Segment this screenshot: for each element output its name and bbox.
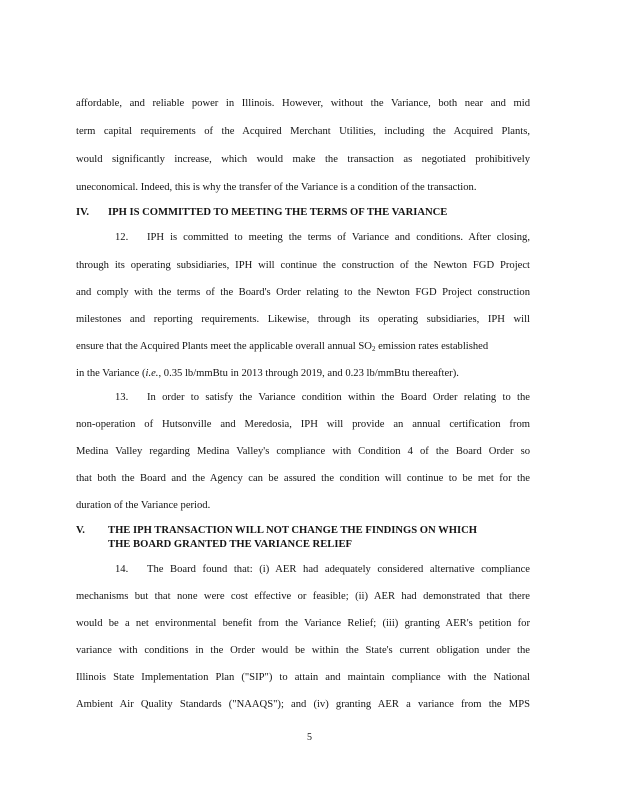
text-line: affordable, and reliable power in Illinois. However, without the Variance, both near and mid <box>76 98 530 109</box>
paragraph-number: 12. <box>115 232 129 243</box>
italic-fragment: i.e. <box>145 368 159 379</box>
text-line: through its operating subsidiaries, IPH will continue the construction of the Newton FGD Project <box>76 260 530 271</box>
text-line: The Board found that: (i) AER had adequately considered alternative compliance <box>147 564 530 575</box>
text-line: variance with conditions in the Order would be within the State's current obligation under the <box>76 645 530 656</box>
text-line: and comply with the terms of the Board's Order relating to the Newton FGD Project construction <box>76 287 530 298</box>
text-line-rates <box>76 367 530 380</box>
text-fragment: emission rates established <box>375 341 489 352</box>
text-fragment: , 0.35 lb/mmBtu in 2013 through 2019, and 0.23 lb/mmBtu thereafter). <box>158 368 459 379</box>
section-number: IV. <box>76 207 90 218</box>
text-line: would be a net environmental benefit from the Variance Relief; (iii) granting AER's petition for <box>76 618 530 629</box>
text-line: would significantly increase, which would make the transaction as negotiated prohibitively <box>76 154 530 165</box>
text-fragment: in the Variance ( <box>76 368 146 379</box>
text-line: Illinois State Implementation Plan ("SIP") to attain and maintain compliance with the National <box>76 672 530 683</box>
subscript: 2 <box>371 345 376 353</box>
text-line: Ambient Air Quality Standards ("NAAQS"); and (iv) granting AER a variance from the MPS <box>76 699 530 710</box>
text-line: non-operation of Hutsonville and Meredosia, IPH will provide an annual certification from <box>76 419 530 430</box>
text-line: milestones and reporting requirements. Likewise, through its operating subsidiaries, IPH will <box>76 314 530 325</box>
section-title-line: THE IPH TRANSACTION WILL NOT CHANGE THE FINDINGS ON WHICH <box>108 525 478 536</box>
section-title-line: THE BOARD GRANTED THE VARIANCE RELIEF <box>108 539 353 550</box>
text-line: uneconomical. Indeed, this is why the transfer of the Variance is a condition of the transaction. <box>76 182 477 193</box>
text-line: that both the Board and the Agency can be assured the condition will continue to be met for the <box>76 473 530 484</box>
text-line-so2 <box>76 340 530 353</box>
text-line: mechanisms but that none were cost effective or feasible; (ii) AER had demonstrated that there <box>76 591 530 602</box>
page-number: 5 <box>307 732 312 743</box>
text-line: term capital requirements of the Acquired Merchant Utilities, including the Acquired Plants, <box>76 126 530 137</box>
text-line: In order to satisfy the Variance condition within the Board Order relating to the <box>147 392 530 403</box>
paragraph-number: 13. <box>115 392 129 403</box>
text-line: duration of the Variance period. <box>76 500 211 511</box>
section-number: V. <box>76 525 85 536</box>
section-title: IPH IS COMMITTED TO MEETING THE TERMS OF THE VARIANCE <box>108 207 448 218</box>
paragraph-number: 14. <box>115 564 129 575</box>
text-line: IPH is committed to meeting the terms of Variance and conditions. After closing, <box>147 232 530 243</box>
text-fragment: ensure that the Acquired Plants meet the applicable overall annual SO <box>76 341 372 352</box>
text-line: Medina Valley regarding Medina Valley's compliance with Condition 4 of the Board Order so <box>76 446 530 457</box>
